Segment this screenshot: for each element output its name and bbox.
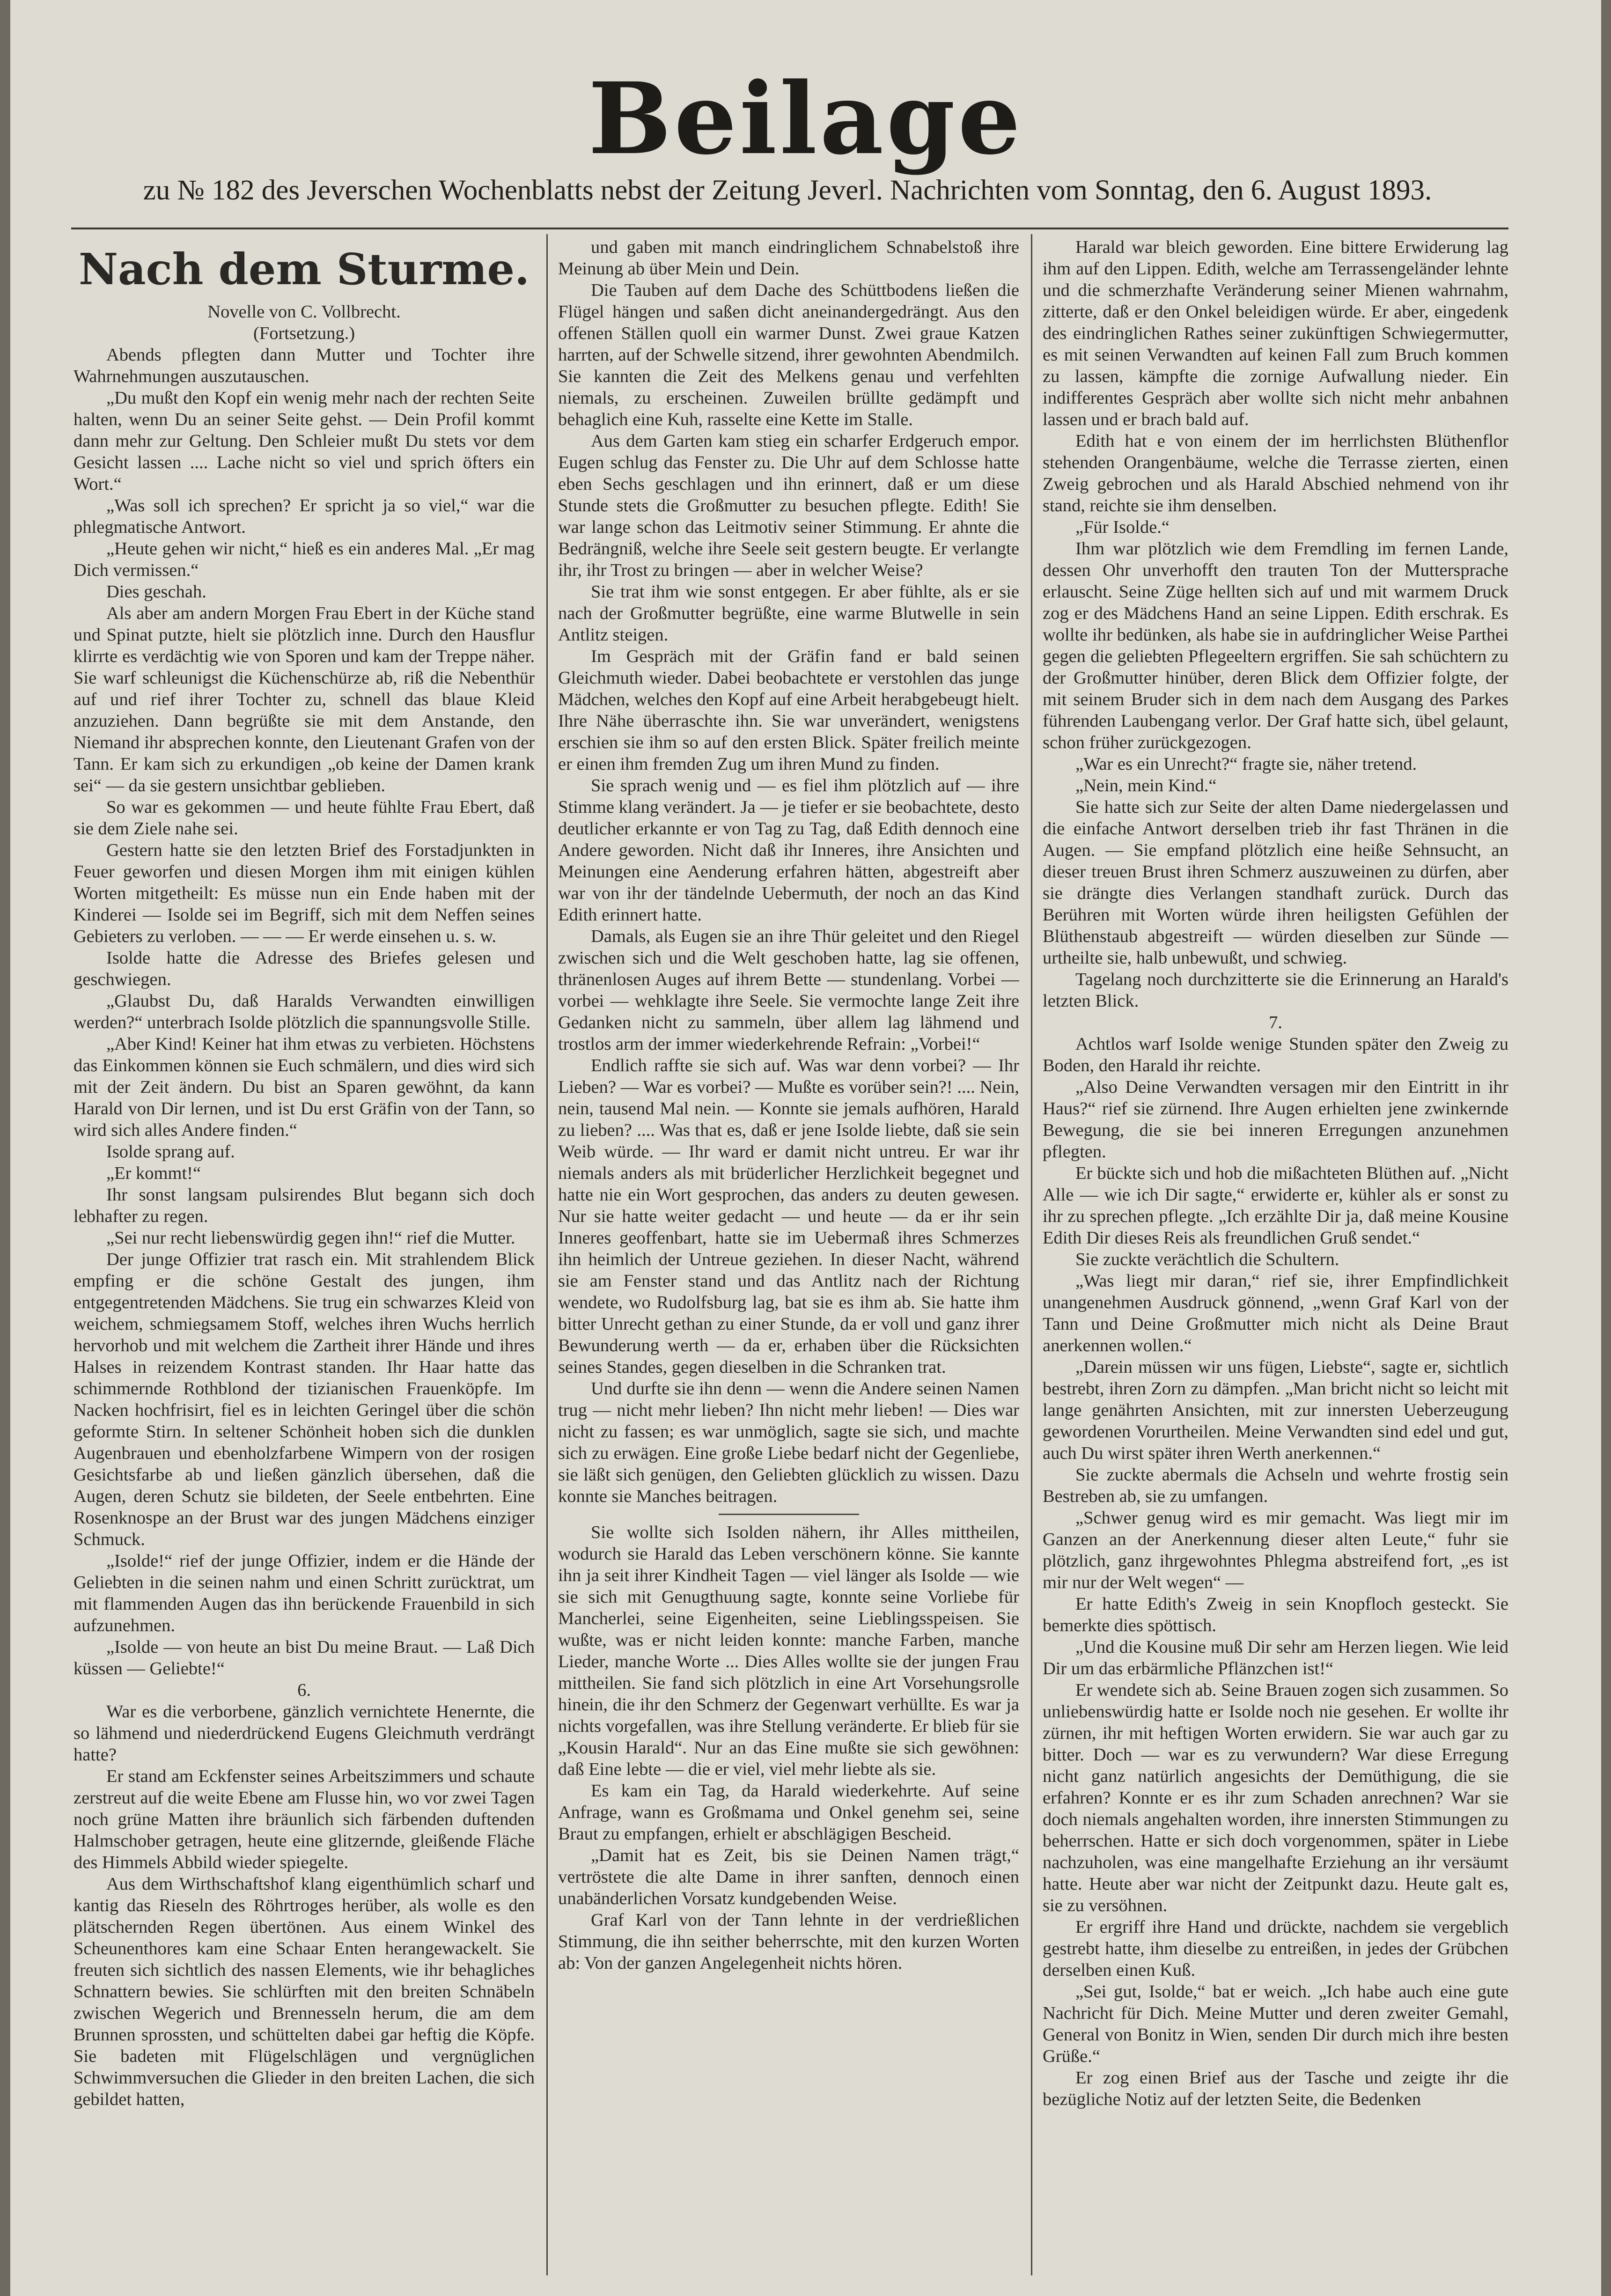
paragraph: „Und die Kousine muß Dir sehr am Herzen liegen. Wie leid Dir um das erbärmliche Pflänzchen ist!“	[1043, 1637, 1508, 1678]
column-rule-1	[546, 234, 548, 2275]
paragraph: Im Gespräch mit der Gräfin fand er bald seinen Gleichmuth wieder. Dabei beobachtete er verstohlen das junge Mädchen, welches den Kopf auf eine Arbeit herabgebeugt hielt. Ihre Nähe überraschte ihn. Sie war unverändert, wenigstens erschien sie ihm so auf den ersten Blick. Später freilich meinte er einen ihm fremden Zug um ihren Mund zu finden.	[558, 647, 1019, 774]
paragraph: Und durfte sie ihn denn — wenn die Andere seinen Namen trug — nicht mehr lieben? Ihn nicht mehr lieben! — Dies war nicht zu fassen; es war unmöglich, sagte sie sich, und machte sich zu erwägen. Eine große Liebe bedarf nicht der Gegenliebe, sie läßt sich genügen, den Geliebten glücklich zu wissen. Dazu konnte sie Manches beitragen.	[558, 1379, 1019, 1506]
paragraph: Die Tauben auf dem Dache des Schüttbodens ließen die Flügel hängen und saßen dicht aneinandergedrängt. Aus den offenen Ställen quoll ein warmer Dunst. Zwei graue Katzen harrten, auf der Schwelle sitzend, ihrer gewohnten Abendmilch. Sie kannten die Zeit des Melkens genau und verfehlten niemals, zu erscheinen. Zuweilen brüllte gedämpft und behaglich eine Kuh, rasselte eine Kette im Stalle.	[558, 280, 1019, 429]
column-3-text-a	[1043, 236, 1508, 1012]
article-byline: Novelle von C. Vollbrecht.	[207, 302, 401, 322]
paragraph: „Nein, mein Kind.“	[1075, 776, 1217, 795]
column-2-text-b	[558, 1522, 1019, 1974]
paragraph: Isolde hatte die Adresse des Briefes gelesen und geschwiegen.	[74, 948, 535, 989]
paragraph: „Damit hat es Zeit, bis sie Deinen Namen trägt,“ vertröstete die alte Dame in ihrer sanften, dennoch einen unabänderlichen Vorsatz kundgebenden Weise.	[558, 1846, 1019, 1908]
paragraph: Er bückte sich und hob die mißachteten Blüthen auf. „Nicht Alle — wie ich Dir sagte,“ erwiderte er, kühler als er sonst zu ihr zu sprechen pflegte. „Ich erzählte Dir ja, daß meine Kousine Edith Dir dieses Reis als freundlichen Gruß sendet.“	[1043, 1163, 1508, 1248]
paragraph: Achtlos warf Isolde wenige Stunden später den Zweig zu Boden, den Harald ihr reichte.	[1043, 1034, 1508, 1075]
paragraph: Damals, als Eugen sie an ihre Thür geleitet und den Riegel zwischen sich und die Welt geschoben hatte, lag sie offenen, thränenlosen Auges auf ihrem Bette — stundenlang. Vorbei — vorbei — wehklagte ihre Seele. Sie vermochte lange Zeit ihre Gedanken nicht zu sammeln, über allem lag lähmend und trostlos arm der immer wiederkehrende Refrain: „Vorbei!“	[558, 927, 1019, 1054]
header-rule	[71, 228, 1508, 229]
paragraph: Gestern hatte sie den letzten Brief des Forstadjunkten in Feuer geworfen und diesen Morgen ihm mit einigen kühlen Worten mitgetheilt: Es müsse nun ein Ende haben mit der Kinderei — Isolde sei im Begriff, sich mit dem Neffen seines Gebieters zu verloben. — — — Er werde einsehen u. s. w.	[74, 840, 535, 946]
column-2	[558, 236, 1019, 2273]
paragraph: Edith hat e von einem der im herrlichsten Blüthenflor stehenden Orangenbäume, welche die Terrasse zierten, einen Zweig gebrochen und als Harald Abschied nehmend von ihr stand, reichte sie ihm denselben.	[1043, 431, 1508, 515]
paragraph: Tagelang noch durchzitterte sie die Erinnerung an Harald's letzten Blick.	[1043, 970, 1508, 1011]
newspaper-page	[10, 0, 1601, 2296]
paragraph: „Darein müssen wir uns fügen, Liebste“, sagte er, sichtlich bestrebt, ihren Zorn zu dämpfen. „Man bricht nicht so leicht mit lange genährten Ansichten, mit zur innersten Ueberzeugung gewordenen Vorurtheilen. Meine Verwandten sind edel und gut, auch Du wirst später ihren Werth anerkennen.“	[1043, 1357, 1508, 1463]
paragraph: Er wendete sich ab. Seine Brauen zogen sich zusammen. So unliebenswürdig hatte er Isolde noch nie gesehen. Er wollte ihr zürnen, ihr mit heftigen Worten erwidern. Sie war auch gar zu bitter. Doch — war es zu verwundern? War diese Erregung nicht ganz natürlich angesichts der Demüthigung, die sie erfahren? Konnte er es ihr zum Schaden anrechnen? War sie doch niemals angehalten worden, ihre innersten Stimmungen zu beherrschen. Hatte er sich doch vorgenommen, später in Liebe nachzuholen, was eine mangelhafte Erziehung an ihr versäumt hatte. Heute aber war nicht der Zeitpunkt dazu. Heute galt es, sie zu versöhnen.	[1043, 1680, 1508, 1915]
article-title: Nach dem Sturme.	[78, 244, 530, 294]
paragraph: Sie wollte sich Isolden nähern, ihr Alles mittheilen, wodurch sie Harald das Leben verschönern könne. Sie kannte ihn ja seit ihrer Kindheit Tagen — viel länger als Isolde — wie sie sich mit Genugthuung sagte, konnte seine Vorliebe für Mancherlei, seine Eigenheiten, seine Lieblingsspeisen. Sie wußte, was er nicht leiden konnte: manche Farben, manche Lieder, manche Worte ... Dies Alles wollte sie der jungen Frau mittheilen. Sie fand sich plötzlich in eine Art Vorsehungsrolle hinein, die ihr den Schmerz der Gegenwart verhüllte. Es war ja nichts vorgefallen, was ihre Stellung veränderte. Er blieb für sie „Kousin Harald“. Nur an das Eine mußte sie sich gewöhnen: daß Eine lebte — die er viel, viel mehr liebte als sie.	[558, 1523, 1019, 1779]
column-2-text-a	[558, 236, 1019, 1507]
paragraph: Ihr sonst langsam pulsirendes Blut begann sich doch lebhafter zu regen.	[74, 1185, 535, 1226]
column-rule-2	[1031, 234, 1032, 2275]
paragraph: Sie zuckte verächtlich die Schultern.	[1075, 1250, 1339, 1269]
column-1-text-a	[74, 344, 535, 1679]
section-number-7: 7.	[1269, 1013, 1282, 1032]
paragraph: „Isolde — von heute an bist Du meine Braut. — Laß Dich küssen — Geliebte!“	[74, 1637, 535, 1678]
paragraph: „Für Isolde.“	[1075, 517, 1170, 537]
paragraph: Ihm war plötzlich wie dem Fremdling im fernen Lande, dessen Ohr unverhofft den trauten Ton der Muttersprache erlauscht. Seine Züge hellten sich auf und mit warmem Druck zog er des Mädchens Hand an seine Lippen. Edith erschrak. Es wollte ihr bedünken, als habe sie in aufdringlicher Weise Parthei gegen die geliebten Pflegeeltern ergriffen. Sie sah schüchtern zu der Großmutter hinüber, deren Blick dem Offizier folgte, der mit seinem Bruder sich in dem nach dem Ausgang des Parkes führenden Laubengang verlor. Der Graf hatte sich, übel gelaunt, schon früher zurückgezogen.	[1043, 539, 1508, 752]
masthead-title: Beilage	[588, 61, 1023, 177]
paragraph: Er zog einen Brief aus der Tasche und zeigte ihr die bezügliche Notiz auf der letzten Seite, die Bedenken	[1043, 2068, 1508, 2109]
paragraph: Isolde sprang auf.	[106, 1142, 235, 1162]
paragraph: „Heute gehen wir nicht,“ hieß es ein anderes Mal. „Er mag Dich vermissen.“	[74, 539, 535, 580]
column-1-text-b	[74, 1701, 535, 2110]
paragraph: Abends pflegten dann Mutter und Tochter ihre Wahrnehmungen auszutauschen.	[74, 345, 535, 386]
paragraph: „Was soll ich sprechen? Er spricht ja so viel,“ war die phlegmatische Antwort.	[74, 496, 535, 537]
paragraph: „Isolde!“ rief der junge Offizier, indem er die Hände der Geliebten in die seinen nahm und einen Schritt zurücktrat, um mit flammenden Augen das ihn berückende Frauenbild in sich aufzunehmen.	[74, 1551, 535, 1635]
column-3	[1043, 236, 1508, 2273]
paragraph: Aus dem Wirthschaftshof klang eigenthümlich scharf und kantig das Rieseln des Röhrtroges herüber, als wolle es den plätschernden Regen übertönen. Aus einem Winkel des Scheunenthores kam eine Schaar Enten herangewackelt. Sie freuten sich sichtlich des nassen Elements, wie ihr behagliches Schnattern bewies. Sie schlürften mit den breiten Schnäbeln zwischen Wegerich und Brennesseln herum, die am dem Brunnen sprossten, und schüttelten dabei gar heftig die Köpfe. Sie badeten mit Flügelschlägen und vergnüglichen Schwimmversuchen die Glieder in den breiten Lachen, die sich gebildet hatten,	[74, 1874, 535, 2109]
column-3-text-b	[1043, 1033, 1508, 2110]
column-1	[74, 236, 535, 2273]
paragraph: Er stand am Eckfenster seines Arbeitszimmers und schaute zerstreut auf die weite Ebene am Flusse hin, wo vor zwei Tagen noch grüne Matten ihre bräunlich sich färbenden duftenden Halmschober getragen, heute eine glitzernde, gleißende Fläche des Himmels Abbild wieder spiegelte.	[74, 1766, 535, 1872]
paragraph: „War es ein Unrecht?“ fragte sie, näher tretend.	[1075, 754, 1417, 774]
paragraph: Endlich raffte sie sich auf. Was war denn vorbei? — Ihr Lieben? — War es vorbei? — Mußte es vorüber sein?! .... Nein, nein, tausend Mal nein. — Konnte sie jemals aufhören, Harald zu lieben? .... Was that es, daß er jene Isolde liebte, daß sie sein Weib würde. — Ihr ward er damit nicht untreu. Er war ihr niemals anders als mit brüderlicher Herzlichkeit begegnet und hatte nie ein Wort gesprochen, das anders zu deuten gewesen. Nur sie hatte weiter gedacht — und heute — da er ihr sein Inneres geoffenbart, hatte sie im Uebermaß ihres Schmerzes ihn heimlich der Untreue geziehen. In dieser Nacht, während sie am Fenster stand und das Antlitz nach der Richtung wendete, wo Rudolfsburg lag, bat sie es ihm ab. Sie hatte ihm bitter Unrecht gethan zu einer Stunde, da er voll und ganz ihrer Bewunderung werth — da er, erhaben über die Rücksichten seines Standes, gegen dieselben in die Schranken trat.	[558, 1056, 1019, 1377]
paragraph: und gaben mit manch eindringlichem Schnabelstoß ihre Meinung ab über Mein und Dein.	[558, 237, 1019, 279]
paragraph: „Sei gut, Isolde,“ bat er weich. „Ich habe auch eine gute Nachricht für Dich. Meine Mutter und deren zweiter Gemahl, General von Bonitz in Wien, senden Dir durch mich ihre besten Grüße.“	[1043, 1982, 1508, 2066]
paragraph: „Also Deine Verwandten versagen mir den Eintritt in ihr Haus?“ rief sie zürnend. Ihre Augen erhielten jene zwinkernde Bewegung, die sie bei inneren Erregungen anzunehmen pflegten.	[1043, 1077, 1508, 1162]
paragraph: Aus dem Garten kam stieg ein scharfer Erdgeruch empor. Eugen schlug das Fenster zu. Die Uhr auf dem Schlosse hatte eben Sechs geschlagen und ihn erinnert, daß er um diese Stunde stets die Großmutter zu besuchen pflegte. Edith! Sie war lange schon das Leitmotiv seiner Stimmung. Er ahnte die Bedrängniß, welche ihre Seele seit gestern beugte. Er verlangte ihr, ihr Trost zu bringen — aber in welcher Weise?	[558, 431, 1019, 580]
paragraph: Sie trat ihm wie sonst entgegen. Er aber fühlte, als er sie nach der Großmutter begrüßte, eine warme Blutwelle in sein Antlitz steigen.	[558, 582, 1019, 645]
paragraph: Der junge Offizier trat rasch ein. Mit strahlendem Blick empfing er die schöne Gestalt des jungen, ihm entgegentretenden Mädchens. Sie trug ein schwarzes Kleid von weichem, schmiegsamem Stoff, welches ihren Wuchs herrlich hervorhob und mit welchem die Zartheit ihrer Hände und ihres Halses in reizendem Kontrast standen. Ihr Haar hatte das schimmernde Rothblond der tizianischen Frauenköpfe. Im Nacken hochfrisirt, fiel es in leichten Geringel über die schön geformte Stirn. In seltener Schönheit hoben sich die dunklen Augenbrauen und ebenholzfarbene Wimpern von der rosigen Gesichtsfarbe ab und ließen gänzlich übersehen, daß die Augen, deren Schutz sie bildeten, der Seele entbehrten. Eine Rosenknospe an der Brust war des jungen Mädchens einziger Schmuck.	[74, 1250, 535, 1549]
paragraph: „Was liegt mir daran,“ rief sie, ihrer Empfindlichkeit unangenehmen Ausdruck gönnend, „wenn Graf Karl von der Tann und Deine Großmutter mich nicht als Deine Braut anerkennen wollen.“	[1043, 1271, 1508, 1355]
paragraph: So war es gekommen — und heute fühlte Frau Ebert, daß sie dem Ziele nahe sei.	[74, 797, 535, 839]
paragraph: War es die verborbene, gänzlich vernichtete Henernte, die so lähmend und niederdrückend Eugens Gleichmuth verdrängt hatte?	[74, 1702, 535, 1765]
paragraph: Sie hatte sich zur Seite der alten Dame niedergelassen und die einfache Antwort derselben trieb ihr fast Thränen in die Augen. — Sie empfand plötzlich eine heiße Sehnsucht, an dieser treuen Brust ihren Schmerz auszuweinen zu dürfen, aber sie drängte dies Verlangen standhaft zurück. Durch das Berühren mit Worten würde ihren heiligsten Gefühlen der Blüthenstaub abgestreift — würden dieselben zur Sünde — urtheilte sie, halb unbewußt, und schwieg.	[1043, 797, 1508, 968]
article-continued: (Fortsetzung.)	[253, 324, 355, 343]
paragraph: Graf Karl von der Tann lehnte in der verdrießlichen Stimmung, die ihn seither beherrschte, mit den kurzen Worten ab: Von der ganzen Angelegenheit nichts hören.	[558, 1910, 1019, 1973]
paragraph: „Er kommt!“	[106, 1163, 201, 1183]
paragraph: Sie sprach wenig und — es fiel ihm plötzlich auf — ihre Stimme klang verändert. Ja — je tiefer er sie beobachtete, desto deutlicher erkannte er von Tag zu Tag, daß Edith dennoch eine Andere geworden. Nicht daß ihr Inneres, ihre Ansichten und Meinungen eine Aenderung erfahren hätten, abgestreift aber war von ihr der tändelnde Uebermuth, der noch an das Kind Edith erinnert hatte.	[558, 776, 1019, 925]
paragraph: „Sei nur recht liebenswürdig gegen ihn!“ rief die Mutter.	[106, 1228, 515, 1248]
paragraph: Er ergriff ihre Hand und drückte, nachdem sie vergeblich gestrebt hatte, ihm dieselbe zu entreißen, in jedes der Grübchen derselben einen Kuß.	[1043, 1917, 1508, 1980]
paragraph: Harald war bleich geworden. Eine bittere Erwiderung lag ihm auf den Lippen. Edith, welche am Terrassengeländer lehnte und die schmerzhafte Veränderung seiner Mienen wahrnahm, zitterte, daß er den Onkel beleidigen würde. Er aber, eingedenk des eindringlichen Rathes seiner zukünftigen Schwiegermutter, es mit seinen Verwandten auf keinen Fall zum Bruch kommen zu lassen, kämpfte die zornige Aufwallung nieder. Ein indifferentes Gespräch aber wollte sich nicht mehr anbahnen lassen und er brach bald auf.	[1043, 237, 1508, 429]
paragraph: Es kam ein Tag, da Harald wiederkehrte. Auf seine Anfrage, wann es Großmama und Onkel genehm sei, seine Braut zu empfangen, erhielt er abschlägigen Bescheid.	[558, 1781, 1019, 1844]
paragraph: „Aber Kind! Keiner hat ihm etwas zu verbieten. Höchstens das Einkommen können sie Euch schmälern, und dies wird sich mit der Zeit ändern. Du bist an Sparen gewöhnt, da kann Harald von Dir lernen, und ist Du erst Gräfin von der Tann, so wird sich alles Andere finden.“	[74, 1034, 535, 1140]
paragraph: Sie zuckte abermals die Achseln und wehrte frostig sein Bestreben ab, sie zu umfangen.	[1043, 1465, 1508, 1506]
section-number-6: 6.	[297, 1680, 311, 1700]
paragraph: „Du mußt den Kopf ein wenig mehr nach der rechten Seite halten, wenn Du an seiner Seite gehst. — Dein Profil kommt dann mehr zur Geltung. Den Schleier mußt Du stets vor dem Gesicht lassen .... Lache nicht so viel und sprich öfters ein Wort.“	[74, 388, 535, 494]
section-divider	[719, 1514, 859, 1515]
paragraph: „Glaubst Du, daß Haralds Verwandten einwilligen werden?“ unterbrach Isolde plötzlich die spannungsvolle Stille.	[74, 991, 535, 1032]
paragraph: Als aber am andern Morgen Frau Ebert in der Küche stand und Spinat putzte, hielt sie plötzlich inne. Durch den Hausflur klirrte es verdächtig wie von Sporen und kam der Treppe näher. Sie warf schleunigst die Küchenschürze ab, riß die Nebenthür auf und rief ihrer Tochter zu, schnell das blaue Kleid anzuziehen. Dann begrüßte sie mit dem Anstande, den Niemand ihr absprechen konnte, den Lieutenant Grafen von der Tann. Er kam sich zu erkundigen „ob keine der Damen krank sei“ — da sie gestern unsichtbar geblieben.	[74, 603, 535, 795]
paragraph: Dies geschah.	[106, 582, 206, 602]
paragraph: Er hatte Edith's Zweig in sein Knopfloch gesteckt. Sie bemerkte dies spöttisch.	[1043, 1594, 1508, 1635]
masthead-subtitle: zu № 182 des Jeverschen Wochenblatts nebst der Zeitung Jeverl. Nachrichten vom Sonntag, den 6. August 1893.	[143, 175, 1432, 206]
paragraph: „Schwer genug wird es mir gemacht. Was liegt mir im Ganzen an der Anerkennung dieser alten Leute,“ fuhr sie plötzlich, ganz ihrgewohntes Phlegma abstreifend fort, „es ist mir nur der Welt wegen“ —	[1043, 1508, 1508, 1592]
